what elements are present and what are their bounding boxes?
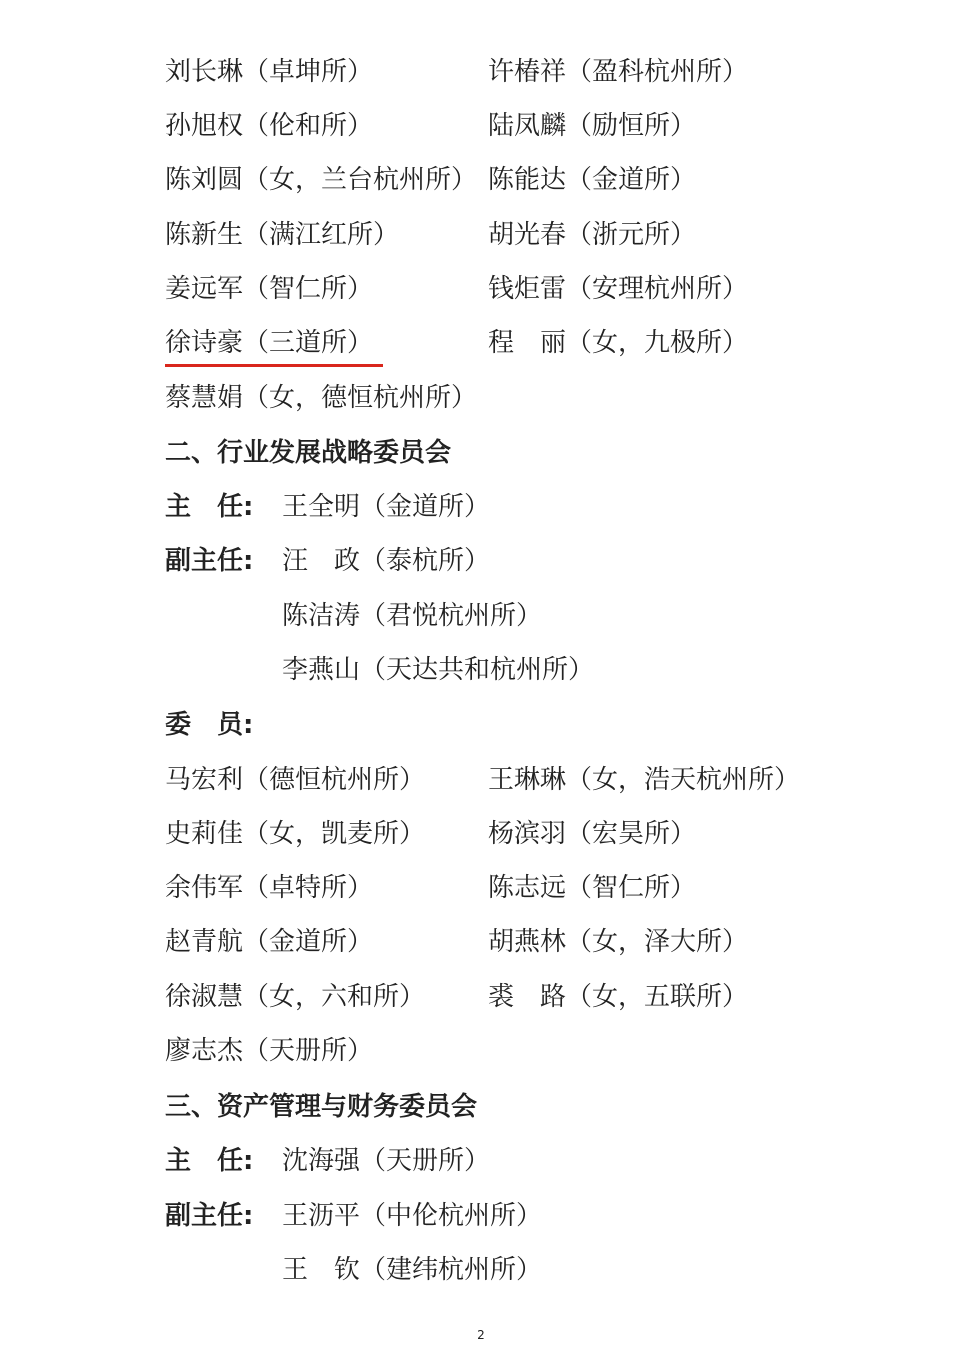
member-name: 胡光春（浙元所） — [488, 220, 697, 250]
member-name: 杨滨羽（宏昊所） — [488, 819, 697, 849]
member-name: 余伟军（卓特所） — [165, 873, 374, 903]
member-row — [165, 52, 749, 92]
role-label: 副主任: — [165, 1201, 254, 1231]
director-name: 沈海强（天册所） — [282, 1146, 491, 1176]
red-underline — [165, 364, 383, 367]
member-row — [165, 814, 697, 854]
member-name: 陈刘圆（女，兰台杭州所） — [165, 165, 478, 195]
member-name: 徐淑慧（女，六和所） — [165, 982, 426, 1012]
deputy-row — [165, 1196, 543, 1236]
deputy-name: 汪 政（泰杭所） — [282, 546, 491, 576]
member-name: 蔡慧娟（女，德恒杭州所） — [165, 383, 478, 413]
member-row — [165, 760, 801, 800]
member-row — [165, 215, 697, 255]
member-row — [165, 977, 749, 1017]
role-label: 主 任: — [165, 492, 254, 522]
member-name: 程 丽（女，九极所） — [488, 328, 749, 358]
member-name: 赵青航（金道所） — [165, 927, 374, 957]
member-row — [165, 106, 697, 146]
member-row — [165, 378, 477, 418]
member-name: 胡燕林（女，泽大所） — [488, 927, 749, 957]
deputy-name: 王 钦（建纬杭州所） — [282, 1255, 543, 1285]
deputy-name: 李燕山（天达共和杭州所） — [282, 655, 595, 685]
role-label: 副主任: — [165, 546, 254, 576]
deputy-name: 王沥平（中伦杭州所） — [282, 1201, 543, 1231]
member-name-highlighted: 徐诗豪（三道所） — [165, 328, 374, 358]
member-name: 陈能达（金道所） — [488, 165, 697, 195]
member-row — [165, 160, 697, 200]
deputy-row — [165, 541, 491, 581]
section-heading: 二、行业发展战略委员会 — [165, 438, 452, 468]
member-name: 陆凤麟（励恒所） — [488, 111, 697, 141]
member-name: 陈志远（智仁所） — [488, 873, 697, 903]
member-row — [165, 922, 749, 962]
member-name: 陈新生（满江红所） — [165, 220, 400, 250]
role-label: 主 任: — [165, 1146, 254, 1176]
member-name: 廖志杰（天册所） — [165, 1036, 374, 1066]
member-row — [165, 269, 749, 309]
member-row — [165, 1031, 373, 1071]
member-name: 史莉佳（女，凯麦所） — [165, 819, 426, 849]
member-name: 许椿祥（盈科杭州所） — [488, 57, 749, 87]
deputy-name: 陈洁涛（君悦杭州所） — [282, 601, 543, 631]
member-name: 刘长琳（卓坤所） — [165, 57, 374, 87]
page-number: 2 — [477, 1328, 485, 1342]
member-name: 孙旭权（伦和所） — [165, 111, 374, 141]
members-label: 委 员: — [165, 710, 254, 740]
member-name: 姜远军（智仁所） — [165, 274, 374, 304]
member-name: 王琳琳（女，浩天杭州所） — [488, 765, 801, 795]
member-name: 裘 路（女，五联所） — [488, 982, 749, 1012]
member-name: 马宏利（德恒杭州所） — [165, 765, 426, 795]
director-name: 王全明（金道所） — [282, 492, 491, 522]
member-row — [165, 868, 697, 908]
director-row — [165, 1141, 491, 1181]
member-name: 钱炬雷（安理杭州所） — [488, 274, 749, 304]
member-row — [165, 323, 749, 363]
section-heading: 三、资产管理与财务委员会 — [165, 1092, 478, 1122]
director-row — [165, 487, 491, 527]
